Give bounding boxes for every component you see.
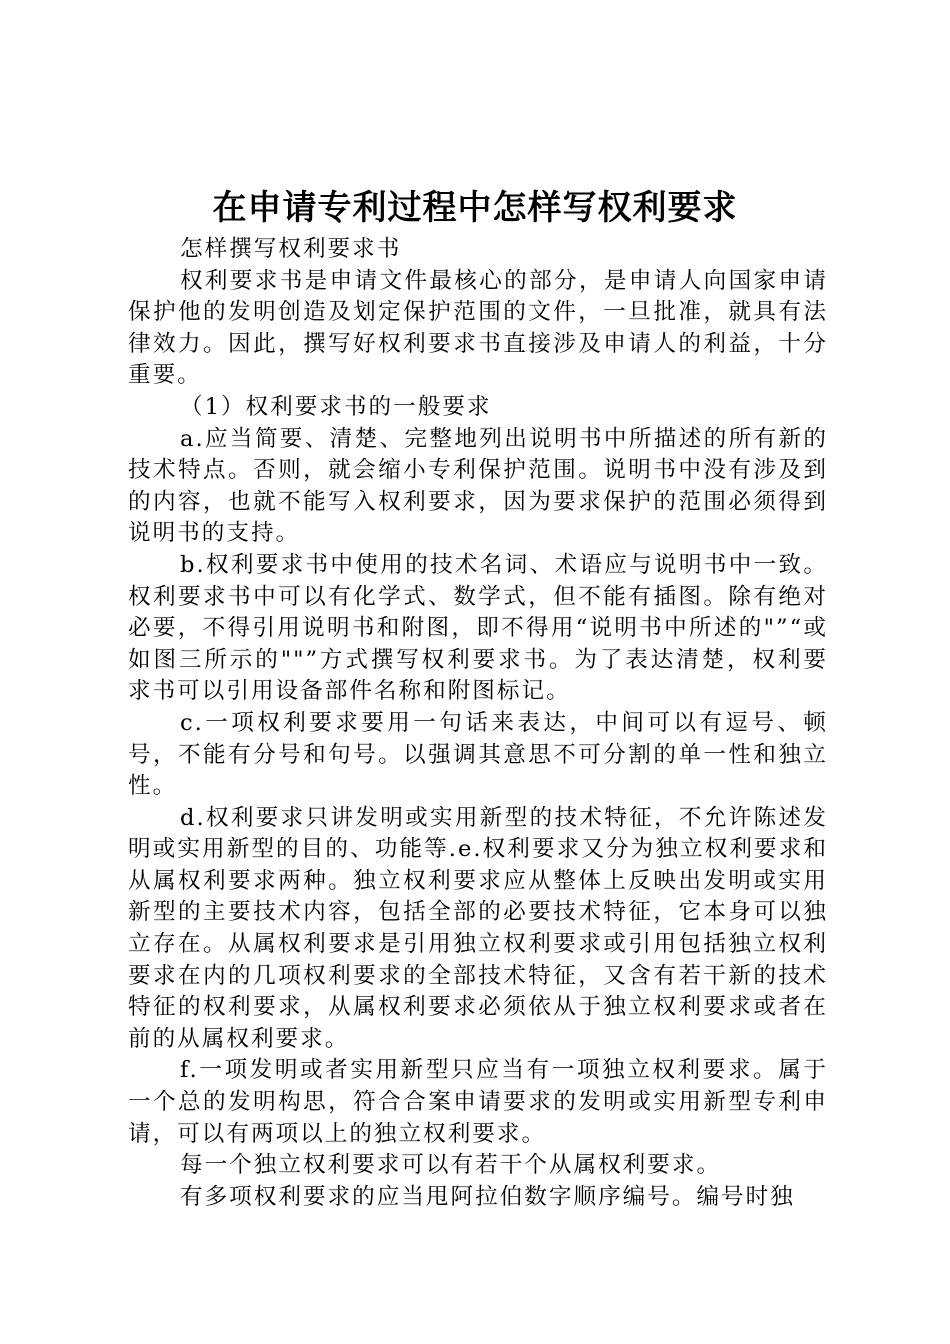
paragraph: f.一项发明或者实用新型只应当有一项独立权利要求。属于一个总的发明构思，符合合案申请要求的发明或实用新型专利申请，可以有两项以上的独立权利要求。 xyxy=(128,1057,828,1147)
paragraph: b.权利要求书中使用的技术名词、术语应与说明书中一致。权利要求书中可以有化学式、数学式，但不能有插图。除有绝对必要，不得引用说明书和附图，即不得用“说明书中所述的"”“或如图三所示的""”方式撰写权利要求书。为了表达清楚，权利要求书可以引用设备部件名称和附图标记。 xyxy=(128,551,828,705)
paragraph: c.一项权利要求要用一句话来表达，中间可以有逗号、顿号，不能有分号和句号。以强调其意思不可分割的单一性和独立性。 xyxy=(128,709,828,800)
paragraph: 权利要求书是申请文件最核心的部分，是申请人向国家申请保护他的发明创造及划定保护范围的文件，一旦批准，就具有法律效力。因此，撰写好权利要求书直接涉及申请人的利益，十分重要。 xyxy=(128,267,828,389)
paragraph: 有多项权利要求的应当甩阿拉伯数字顺序编号。编号时独 xyxy=(180,1183,795,1210)
paragraph: d.权利要求只讲发明或实用新型的技术特征，不允许陈述发明或实用新型的目的、功能等.e.权利要求又分为独立权利要求和从属权利要求两种。独立权利要求应从整体上反映出发明或实用新型的主要技术内容，包括全部的必要技术特征，它本身可以独立存在。从属权利要求是引用独立权利要求或引用包括独立权利要求在内的几项权利要求的全部技术特征，又含有若干新的技术特征的权利要求，从属权利要求必须依从于独立权利要求或者在前的从属权利要求。 xyxy=(128,804,828,1052)
section-heading: （1）权利要求书的一般要求 xyxy=(180,393,492,420)
document-body xyxy=(128,234,828,1213)
paragraph: a.应当简要、清楚、完整地列出说明书中所描述的所有新的技术特点。否则，就会缩小专利保护范围。说明书中没有涉及到的内容，也就不能写入权利要求，因为要求保护的范围必须得到说明书的支持。 xyxy=(128,425,828,547)
paragraph: 每一个独立权利要求可以有若干个从属权利要求。 xyxy=(180,1152,722,1179)
document-title: 在申请专利过程中怎样写权利要求 xyxy=(212,188,738,228)
paragraph-heading: 怎样撰写权利要求书 xyxy=(180,236,402,262)
